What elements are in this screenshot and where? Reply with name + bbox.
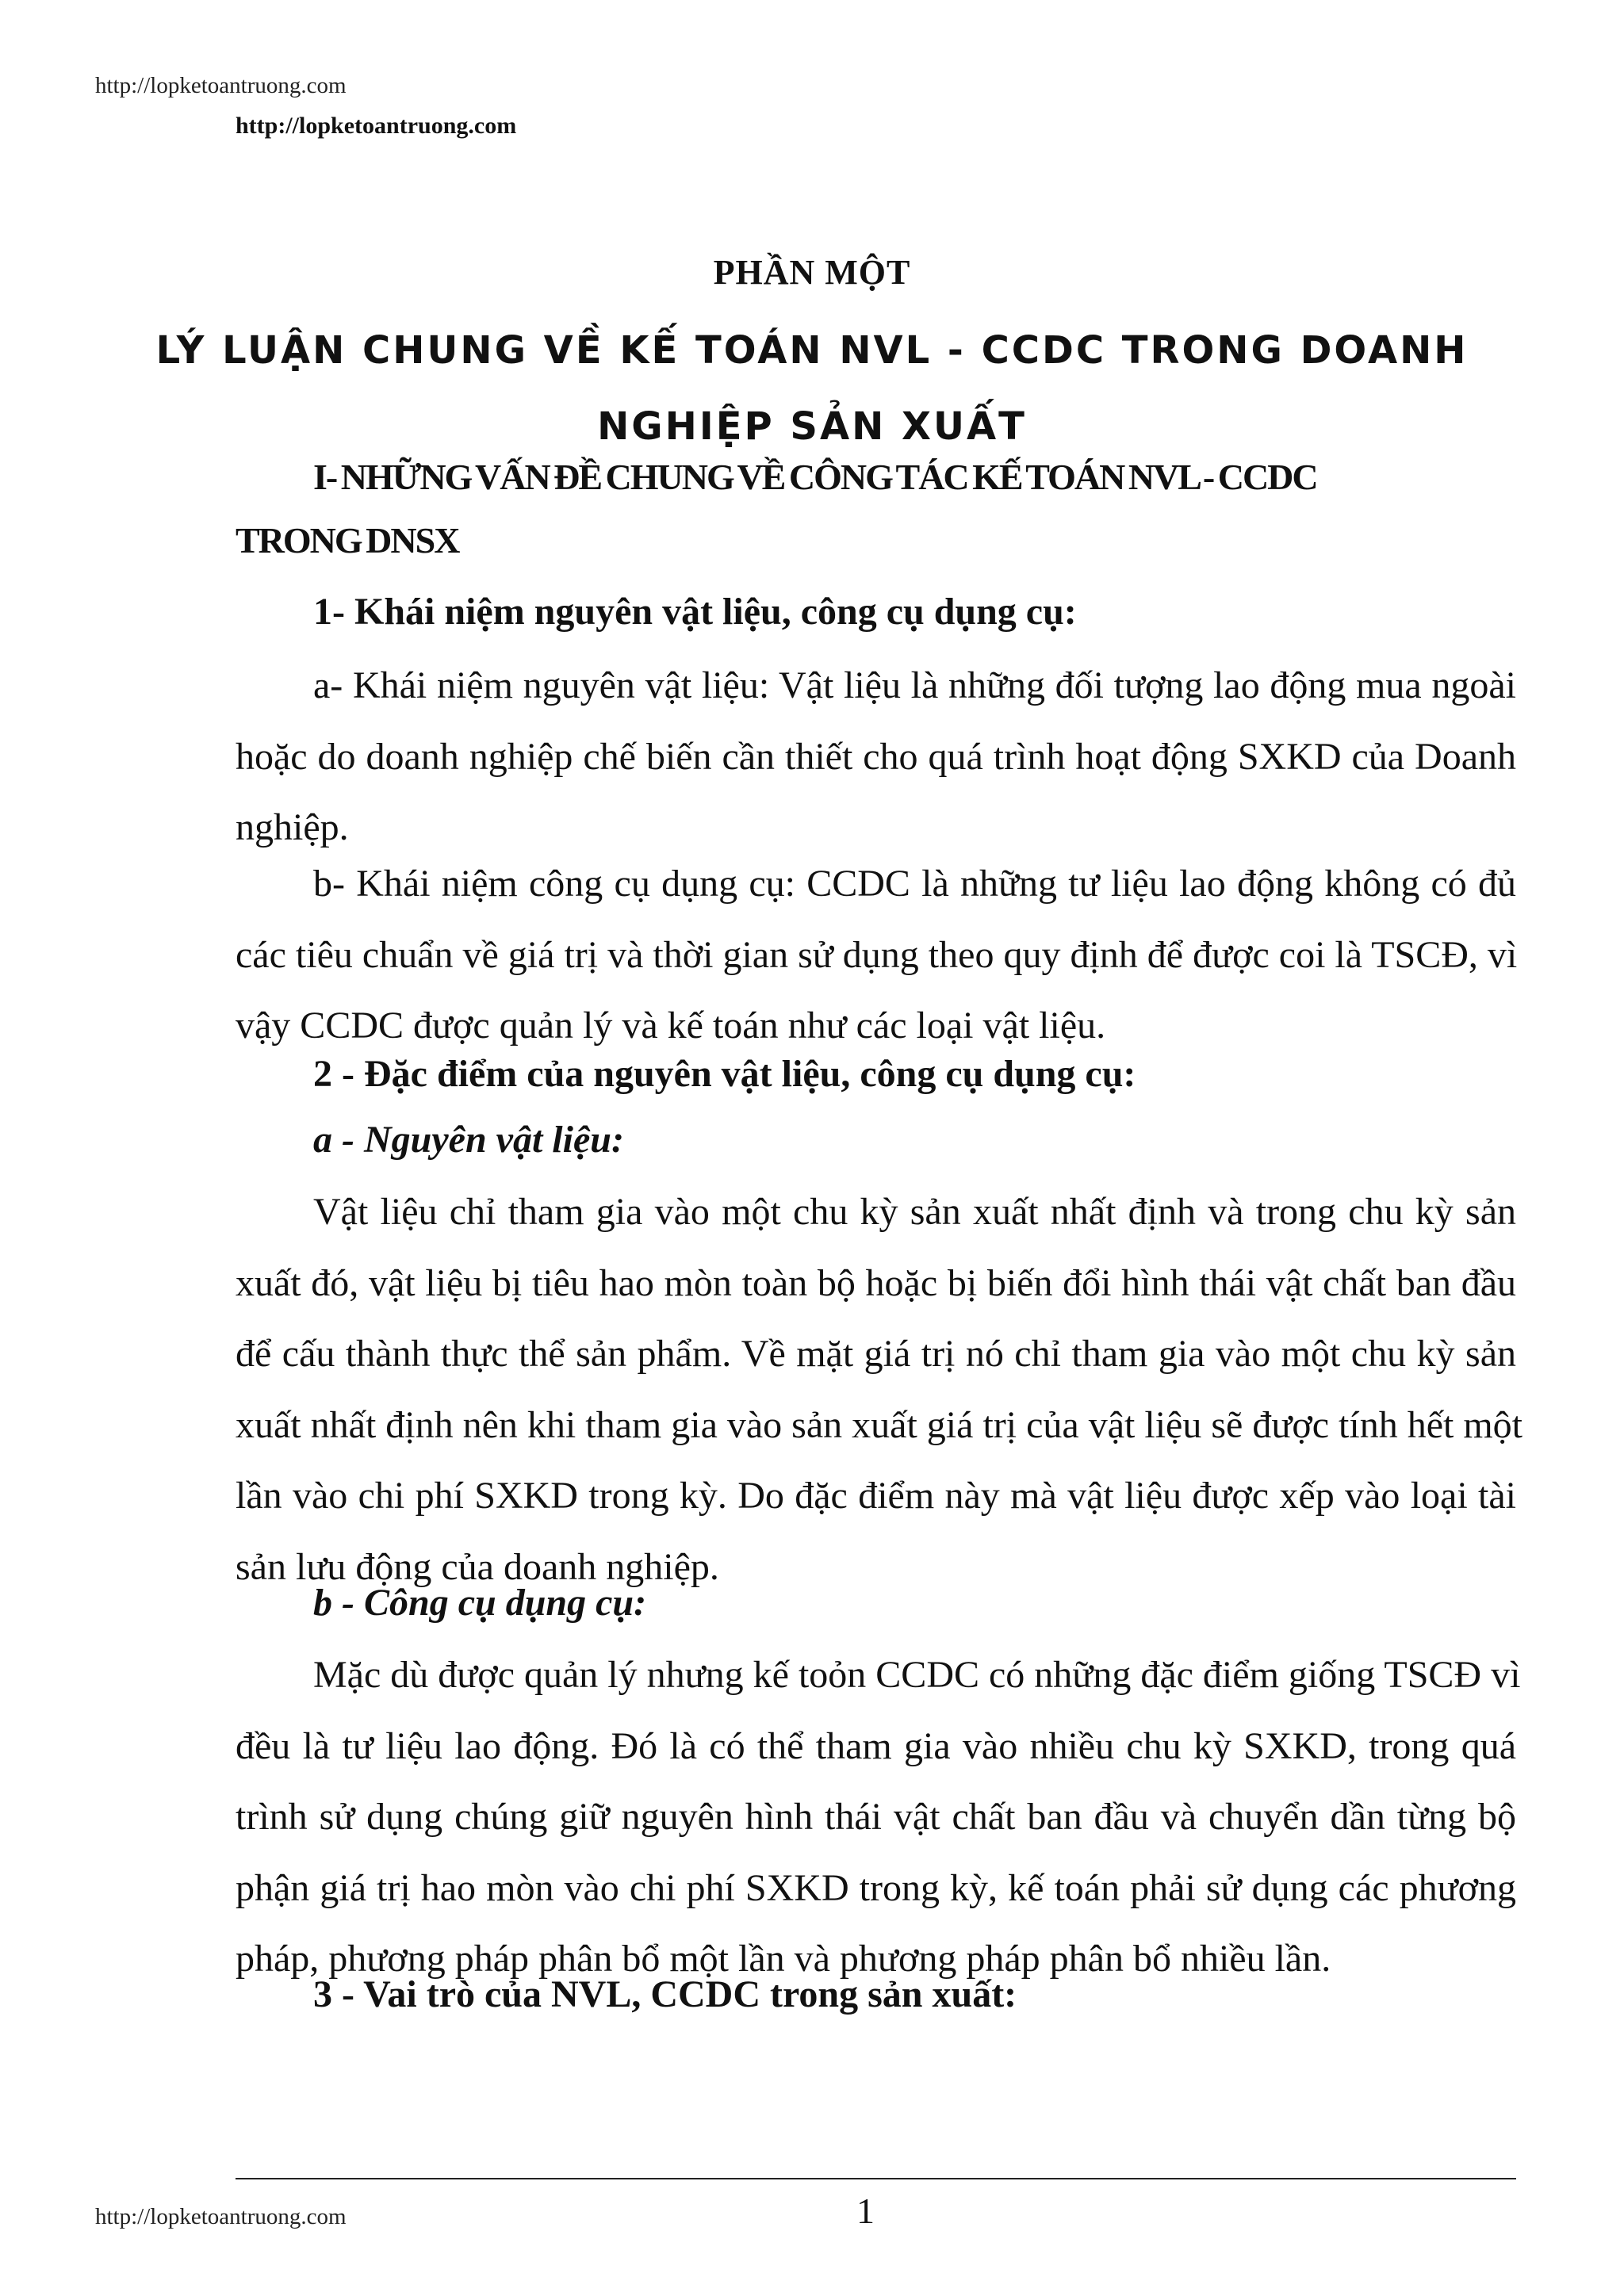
paragraph-line: vậy CCDC được quản lý và kế toán như các loại vật liệu. — [236, 1004, 1106, 1047]
paragraph-material-characteristics — [236, 1177, 1522, 1602]
paragraph-line: lần vào chi phí SXKD trong kỳ. Do đặc điểm này mà vật liệu được xếp vào loại tài — [236, 1475, 1516, 1517]
paragraph-material-definition — [236, 650, 1516, 863]
paragraph-line: Mặc dù được quản lý nhưng kế toỏn CCDC có những đặc điểm giống TSCĐ vì — [313, 1654, 1521, 1696]
footer-divider — [236, 2178, 1516, 2179]
paragraph-line: để cấu thành thực thể sản phẩm. Về mặt giá trị nó chỉ tham gia vào một chu kỳ sản — [236, 1333, 1516, 1375]
part-title: PHẦN MỘT — [713, 253, 911, 292]
paragraph-line: hoặc do doanh nghiệp chế biến cần thiết cho quá trình hoạt động SXKD của Doanh — [236, 735, 1516, 778]
page-number: 1 — [856, 2191, 875, 2231]
header-url-bold: http://lopketoantruong.com — [236, 113, 517, 139]
paragraph-line: trình sử dụng chúng giữ nguyên hình thái vật chất ban đầu và chuyển dần từng bộ — [236, 1796, 1516, 1838]
section-1-heading: 1- Khái niệm nguyên vật liệu, công cụ dụng cụ: — [313, 591, 1077, 633]
section-2a-subheading: a - Nguyên vật liệu: — [313, 1119, 624, 1161]
paragraph-line: nghiệp. — [236, 806, 349, 848]
paragraph-line: xuất đó, vật liệu bị tiêu hao mòn toàn bộ hoặc bị biến đổi hình thái vật chất ban đầu — [236, 1261, 1516, 1304]
paragraph-tool-definition — [236, 848, 1516, 1062]
paragraph-line: sản lưu động của doanh nghiệp. — [236, 1545, 719, 1588]
main-title-line-2: NGHIỆP SẢN XUẤT — [597, 404, 1027, 449]
section-i-heading-line-2: TRONG DNSX — [236, 520, 459, 561]
paragraph-line: a- Khái niệm nguyên vật liệu: Vật liệu là những đối tượng lao động mua ngoài — [313, 664, 1516, 706]
paragraph-line: b- Khái niệm công cụ dụng cụ: CCDC là những tư liệu lao động không có đủ — [313, 863, 1516, 905]
header-url: http://lopketoantruong.com — [95, 73, 347, 98]
paragraph-line: Vật liệu chỉ tham gia vào một chu kỳ sản xuất nhất định và trong chu kỳ sản — [313, 1191, 1516, 1233]
paragraph-tool-characteristics — [236, 1640, 1521, 1995]
section-3-heading: 3 - Vai trò của NVL, CCDC trong sản xuất: — [313, 1973, 1017, 2015]
section-i-heading-line-1: I- NHỮNG VẤN ĐỀ CHUNG VỀ CÔNG TÁC KẾ TOÁN NVL - CCDC — [313, 457, 1317, 497]
paragraph-line: đều là tư liệu lao động. Đó là có thể tham gia vào nhiều chu kỳ SXKD, trong quá — [236, 1724, 1516, 1767]
section-2-heading: 2 - Đặc điểm của nguyên vật liệu, công cụ dụng cụ: — [313, 1053, 1136, 1095]
main-title-line-1: LÝ LUẬN CHUNG VỀ KẾ TOÁN NVL - CCDC TRONG DOANH — [155, 328, 1469, 373]
section-2b-subheading: b - Công cụ dụng cụ: — [313, 1582, 647, 1624]
paragraph-line: phận giá trị hao mòn vào chi phí SXKD trong kỳ, kế toán phải sử dụng các phương — [236, 1866, 1516, 1909]
paragraph-line: pháp, phương pháp phân bổ một lần và phương pháp phân bổ nhiều lần. — [236, 1938, 1331, 1980]
paragraph-line: xuất nhất định nên khi tham gia vào sản xuất giá trị của vật liệu sẽ được tính hết một — [236, 1403, 1522, 1446]
paragraph-line: các tiêu chuẩn về giá trị và thời gian sử dụng theo quy định để được coi là TSCĐ, vì — [236, 933, 1518, 976]
main-title — [0, 312, 1624, 465]
footer-url: http://lopketoantruong.com — [95, 2204, 347, 2229]
